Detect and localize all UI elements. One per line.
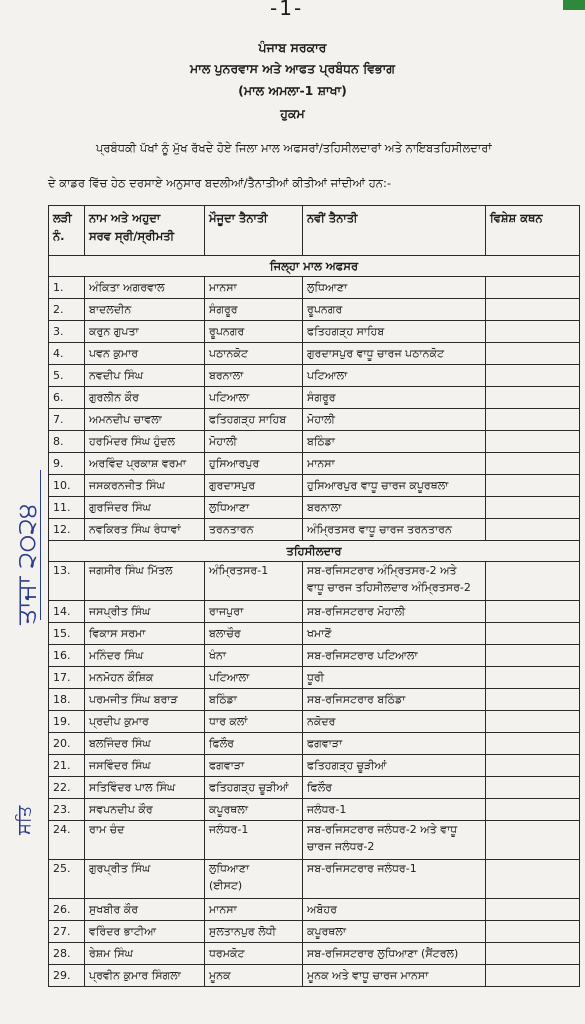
table-row: [49, 277, 580, 299]
cell-new-posting: ਮੂਨਕ ਅਤੇ ਵਾਧੂ ਚਾਰਜ ਮਾਨਸਾ: [303, 965, 486, 987]
cell-new-posting: ਜਲੰਧਰ-1: [303, 799, 486, 821]
table-row: [49, 689, 580, 711]
cell-new-posting: ਬਠਿੰਡਾ: [303, 431, 486, 453]
cell-serial: 26.: [49, 899, 85, 921]
cell-new-posting: ਸਬ-ਰਜਿਸਟਰਾਰ ਲੁਧਿਆਣਾ (ਸੈਂਟਰਲ): [303, 943, 486, 965]
cell-remarks: [486, 562, 580, 601]
table-row: [49, 943, 580, 965]
cell-remarks: [486, 821, 580, 860]
cell-current-posting: ਅੰਮ੍ਰਿਤਸਰ-1: [205, 562, 303, 601]
cell-name: ਕਰੁਨ ਗੁਪਤਾ: [85, 321, 205, 343]
cell-remarks: [486, 623, 580, 645]
cell-serial: 15.: [49, 623, 85, 645]
table-row: [49, 321, 580, 343]
cell-name: ਗੁਰਲੀਨ ਕੌਰ: [85, 387, 205, 409]
cell-current-posting: ਮਾਨਸਾ: [205, 899, 303, 921]
cell-current-posting: ਸੰਗਰੂਰ: [205, 299, 303, 321]
cell-name: ਗੁਰਪ੍ਰੀਤ ਸਿੰਘ: [85, 860, 205, 899]
cell-name: ਨਵਕਿਰਤ ਸਿੰਘ ਰੰਧਾਵਾਂ: [85, 519, 205, 541]
table-row: [49, 431, 580, 453]
table-row: [49, 365, 580, 387]
cell-new-posting: ਖਮਾਣੋਂ: [303, 623, 486, 645]
cell-remarks: [486, 965, 580, 987]
cell-current-posting: ਪਠਾਨਕੋਟ: [205, 343, 303, 365]
cell-remarks: [486, 799, 580, 821]
cell-new-posting: ਸਬ-ਰਜਿਸਟਰਾਰ ਜਲੰਧਰ-2 ਅਤੇ ਵਾਧੂ ਚਾਰਜ ਜਲੰਧਰ-2: [303, 821, 486, 860]
cell-serial: 4.: [49, 343, 85, 365]
cell-new-posting: ਗੁਰਦਾਸਪੁਰ ਵਾਧੂ ਚਾਰਜ ਪਠਾਨਕੋਟ: [303, 343, 486, 365]
cell-serial: 6.: [49, 387, 85, 409]
cell-remarks: [486, 519, 580, 541]
table-row: [49, 453, 580, 475]
section-title: ਜਿਲ੍ਹਾ ਮਾਲ ਅਫਸਰ: [49, 256, 580, 277]
cell-remarks: [486, 943, 580, 965]
col-name: ਨਾਮ ਅਤੇ ਅਹੁਦਾ ਸਰਵ ਸ੍ਰੀ/ਸ੍ਰੀਮਤੀ: [85, 206, 205, 256]
cell-name: ਪਰਮਜੀਤ ਸਿੰਘ ਬਰਾੜ: [85, 689, 205, 711]
cell-serial: 19.: [49, 711, 85, 733]
section-header-row: [49, 256, 580, 277]
cell-serial: 23.: [49, 799, 85, 821]
cell-serial: 24.: [49, 821, 85, 860]
section-header-row: [49, 541, 580, 562]
cell-new-posting: ਸਬ-ਰਜਿਸਟਰਾਰ ਅੰਮ੍ਰਿਤਸਰ-2 ਅਤੇ ਵਾਧੂ ਚਾਰਜ ਤਹਿਸੀਲਦਾਰ ਅੰਮ੍ਰਿਤਸਰ-2: [303, 562, 486, 601]
cell-remarks: [486, 431, 580, 453]
page-number-mark: -1-: [270, 0, 304, 20]
transfer-table: [48, 205, 580, 987]
cell-name: ਬਲਜਿੰਦਰ ਸਿੰਘ: [85, 733, 205, 755]
cell-serial: 12.: [49, 519, 85, 541]
cell-remarks: [486, 755, 580, 777]
cell-remarks: [486, 453, 580, 475]
cell-current-posting: ਫਿਲੌਰ: [205, 733, 303, 755]
cell-current-posting: ਫਤਿਹਗੜ੍ਹ ਚੂੜੀਆਂ: [205, 777, 303, 799]
cell-new-posting: ਹੁਸਿਆਰਪੁਰ ਵਾਧੂ ਚਾਰਜ ਕਪੂਰਥਲਾ: [303, 475, 486, 497]
cell-name: ਜਸਕਰਨਜੀਤ ਸਿੰਘ: [85, 475, 205, 497]
cell-name: ਰਾਮ ਚੰਦ: [85, 821, 205, 860]
cell-current-posting: ਕਪੂਰਥਲਾ: [205, 799, 303, 821]
table-row: [49, 899, 580, 921]
table-row: [49, 921, 580, 943]
table-row: [49, 497, 580, 519]
cell-current-posting: ਜਲੰਧਰ-1: [205, 821, 303, 860]
cell-new-posting: ਸੰਗਰੂਰ: [303, 387, 486, 409]
cell-current-posting: ਧਰਮਕੋਟ: [205, 943, 303, 965]
table-row: [49, 965, 580, 987]
header-order: ਹੁਕਮ: [280, 106, 305, 121]
cell-new-posting: ਅਬੋਹਰ: [303, 899, 486, 921]
cell-remarks: [486, 321, 580, 343]
cell-remarks: [486, 343, 580, 365]
cell-name: ਪ੍ਰਵੀਨ ਕੁਮਾਰ ਸਿੰਗਲਾ: [85, 965, 205, 987]
cell-serial: 11.: [49, 497, 85, 519]
intro-line-1: ਪ੍ਰਬੰਧਕੀ ਪੱਖਾਂ ਨੂੰ ਮੁੱਖ ਰੱਖਦੇ ਹੋਏ ਜਿਲਾ ਮਾਲ ਅਫਸਰਾਂ/ਤਹਿਸੀਲਦਾਰਾਂ ਅਤੇ ਨਾਇਬਤਹਿਸੀਲਦਾਰਾਂ: [96, 141, 492, 155]
header-branch: (ਮਾਲ ਅਮਲਾ-1 ਸ਼ਾਖਾ): [238, 83, 347, 98]
cell-remarks: [486, 409, 580, 431]
cell-name: ਮਨਮੋਹਨ ਕੌਸ਼ਿਕ: [85, 667, 205, 689]
cell-serial: 18.: [49, 689, 85, 711]
cell-remarks: [486, 645, 580, 667]
cell-name: ਵਰਿੰਦਰ ਭਾਟੀਆ: [85, 921, 205, 943]
cell-serial: 7.: [49, 409, 85, 431]
cell-name: ਜਸਪ੍ਰੀਤ ਸਿੰਘ: [85, 601, 205, 623]
cell-current-posting: ਬਲਾਚੌਰ: [205, 623, 303, 645]
cell-name: ਗੁਰਜਿੰਦਰ ਸਿੰਘ: [85, 497, 205, 519]
handwritten-note-lower: ਸਤਿ: [14, 805, 35, 835]
cell-new-posting: ਅੰਮ੍ਰਿਤਸਰ ਵਾਧੂ ਚਾਰਜ ਤਰਨਤਾਰਨ: [303, 519, 486, 541]
cell-serial: 10.: [49, 475, 85, 497]
cell-serial: 9.: [49, 453, 85, 475]
col-remarks: ਵਿਸ਼ੇਸ਼ ਕਥਨ: [486, 206, 580, 256]
cell-name: ਸੁਖਬੀਰ ਕੌਰ: [85, 899, 205, 921]
table-row: [49, 519, 580, 541]
cell-remarks: [486, 365, 580, 387]
cell-current-posting: ਫਗਵਾੜਾ: [205, 755, 303, 777]
cell-new-posting: ਰੂਪਨਗਰ: [303, 299, 486, 321]
handwritten-note-upper: ਤਾਜਾ ੨੦੨੪: [12, 503, 42, 625]
cell-name: ਅੰਕਿਤਾ ਅਗਰਵਾਲ: [85, 277, 205, 299]
cell-serial: 25.: [49, 860, 85, 899]
cell-serial: 17.: [49, 667, 85, 689]
cell-remarks: [486, 667, 580, 689]
table-row: [49, 601, 580, 623]
table-row: [49, 821, 580, 860]
table-row: [49, 755, 580, 777]
cell-new-posting: ਲੁਧਿਆਣਾ: [303, 277, 486, 299]
cell-current-posting: ਤਰਨਤਾਰਨ: [205, 519, 303, 541]
cell-serial: 22.: [49, 777, 85, 799]
cell-new-posting: ਧੂਰੀ: [303, 667, 486, 689]
cell-serial: 28.: [49, 943, 85, 965]
cell-serial: 21.: [49, 755, 85, 777]
cell-current-posting: ਲੁਧਿਆਣਾ: [205, 497, 303, 519]
table-row: [49, 733, 580, 755]
cell-new-posting: ਮਾਨਸਾ: [303, 453, 486, 475]
cell-serial: 29.: [49, 965, 85, 987]
cell-new-posting: ਫਗਵਾੜਾ: [303, 733, 486, 755]
cell-name: ਜਗਸੀਰ ਸਿੰਘ ਮਿੱਤਲ: [85, 562, 205, 601]
cell-new-posting: ਸਬ-ਰਜਿਸਟਰਾਰ ਪਟਿਆਲਾ: [303, 645, 486, 667]
cell-serial: 8.: [49, 431, 85, 453]
cell-name: ਹਰਮਿੰਦਰ ਸਿੰਘ ਹੁੰਦਲ: [85, 431, 205, 453]
cell-current-posting: ਬਠਿੰਡਾ: [205, 689, 303, 711]
cell-name: ਪ੍ਰਦੀਪ ਕੁਮਾਰ: [85, 711, 205, 733]
header-govt: ਪੰਜਾਬ ਸਰਕਾਰ: [258, 40, 327, 55]
cell-remarks: [486, 733, 580, 755]
cell-name: ਸਤਿਵਿੰਦਰ ਪਾਲ ਸਿੰਘ: [85, 777, 205, 799]
cell-current-posting: ਮੋਹਾਲੀ: [205, 431, 303, 453]
cell-name: ਸਵਪਨਦੀਪ ਕੌਰ: [85, 799, 205, 821]
cell-remarks: [486, 277, 580, 299]
cell-new-posting: ਸਬ-ਰਜਿਸਟਰਾਰ ਜਲੰਧਰ-1: [303, 860, 486, 899]
cell-serial: 16.: [49, 645, 85, 667]
cell-name: ਰੇਸ਼ਮ ਸਿੰਘ: [85, 943, 205, 965]
cell-name: ਅਰਵਿੰਦ ਪ੍ਰਕਾਸ਼ ਵਰਮਾ: [85, 453, 205, 475]
cell-new-posting: ਬਰਨਾਲਾ: [303, 497, 486, 519]
cell-current-posting: ਮੂਨਕ: [205, 965, 303, 987]
cell-new-posting: ਸਬ-ਰਜਿਸਟਰਾਰ ਬਠਿੰਡਾ: [303, 689, 486, 711]
cell-new-posting: ਮੋਹਾਲੀ: [303, 409, 486, 431]
cell-current-posting: ਫਤਿਹਗੜ੍ਹ ਸਾਹਿਬ: [205, 409, 303, 431]
cell-new-posting: ਕਪੂਰਥਲਾ: [303, 921, 486, 943]
table-row: [49, 799, 580, 821]
cell-serial: 27.: [49, 921, 85, 943]
cell-name: ਵਿਕਾਸ ਸਰਮਾ: [85, 623, 205, 645]
cell-name: ਅਮਨਦੀਪ ਚਾਵਲਾ: [85, 409, 205, 431]
cell-new-posting: ਫਿਲੌਰ: [303, 777, 486, 799]
handwritten-stroke: [40, 470, 41, 620]
corner-tab: [563, 0, 585, 10]
table-row: [49, 299, 580, 321]
header-dept: ਮਾਲ ਪੁਨਰਵਾਸ ਅਤੇ ਆਫਤ ਪ੍ਰਬੰਧਨ ਵਿਭਾਗ: [190, 61, 395, 76]
cell-current-posting: ਹੁਸਿਆਰਪੁਰ: [205, 453, 303, 475]
cell-new-posting: ਸਬ-ਰਜਿਸਟਰਾਰ ਮੋਹਾਲੀ: [303, 601, 486, 623]
cell-remarks: [486, 475, 580, 497]
col-current-posting: ਮੌਜੂਦਾ ਤੈਨਾਤੀ: [205, 206, 303, 256]
cell-serial: 3.: [49, 321, 85, 343]
cell-remarks: [486, 711, 580, 733]
table-row: [49, 387, 580, 409]
cell-current-posting: ਬਰਨਾਲਾ: [205, 365, 303, 387]
cell-current-posting: ਗੁਰਦਾਸਪੁਰ: [205, 475, 303, 497]
cell-serial: 2.: [49, 299, 85, 321]
cell-name: ਬਾਦਲਦੀਨ: [85, 299, 205, 321]
table-row: [49, 777, 580, 799]
cell-new-posting: ਫਤਿਹਗੜ੍ਹ ਸਾਹਿਬ: [303, 321, 486, 343]
intro-line-2: ਦੇ ਕਾਡਰ ਵਿੱਚ ਹੇਠ ਦਰਸਾਏ ਅਨੁਸਾਰ ਬਦਲੀਆਂ/ਤੈਨਾਤੀਆਂ ਕੀਤੀਆਂ ਜਾਂਦੀਆਂ ਹਨ:-: [48, 176, 391, 190]
cell-remarks: [486, 299, 580, 321]
cell-new-posting: ਪਟਿਆਲਾ: [303, 365, 486, 387]
cell-remarks: [486, 777, 580, 799]
cell-name: ਜਸਵਿੰਦਰ ਸਿੰਘ: [85, 755, 205, 777]
cell-current-posting: ਮਾਨਸਾ: [205, 277, 303, 299]
cell-current-posting: ਪਟਿਆਲਾ: [205, 387, 303, 409]
cell-remarks: [486, 899, 580, 921]
section-title: ਤਹਿਸੀਲਦਾਰ: [49, 541, 580, 562]
cell-current-posting: ਰੂਪਨਗਰ: [205, 321, 303, 343]
cell-current-posting: ਧਾਰ ਕਲਾਂ: [205, 711, 303, 733]
cell-current-posting: ਖੰਨਾ: [205, 645, 303, 667]
table-row: [49, 343, 580, 365]
table-row: [49, 860, 580, 899]
table-row: [49, 667, 580, 689]
cell-current-posting: ਪਟਿਆਲਾ: [205, 667, 303, 689]
cell-remarks: [486, 601, 580, 623]
table-row: [49, 409, 580, 431]
cell-remarks: [486, 689, 580, 711]
table-row: [49, 711, 580, 733]
cell-serial: 14.: [49, 601, 85, 623]
table-row: [49, 562, 580, 601]
col-new-posting: ਨਵੀਂ ਤੈਨਾਤੀ: [303, 206, 486, 256]
table-row: [49, 645, 580, 667]
cell-current-posting: ਰਾਜਪੁਰਾ: [205, 601, 303, 623]
cell-serial: 1.: [49, 277, 85, 299]
cell-new-posting: ਫਤਿਹਗੜ੍ਹ ਚੂੜੀਆਂ: [303, 755, 486, 777]
cell-serial: 5.: [49, 365, 85, 387]
cell-remarks: [486, 497, 580, 519]
cell-name: ਪਵਨ ਕੁਮਾਰ: [85, 343, 205, 365]
cell-remarks: [486, 860, 580, 899]
cell-remarks: [486, 921, 580, 943]
cell-new-posting: ਨਕੋਦਰ: [303, 711, 486, 733]
table-row: [49, 623, 580, 645]
cell-remarks: [486, 387, 580, 409]
cell-serial: 13.: [49, 562, 85, 601]
cell-current-posting: ਲੁਧਿਆਣਾ (ਈਸਟ): [205, 860, 303, 899]
cell-current-posting: ਸੁਲਤਾਨਪੁਰ ਲੋਧੀ: [205, 921, 303, 943]
table-row: [49, 475, 580, 497]
col-serial: ਲੜੀ ਨੰ.: [49, 206, 85, 256]
cell-name: ਨਵਦੀਪ ਸਿੰਘ: [85, 365, 205, 387]
cell-name: ਮਨਿੰਦਰ ਸਿੰਘ: [85, 645, 205, 667]
cell-serial: 20.: [49, 733, 85, 755]
